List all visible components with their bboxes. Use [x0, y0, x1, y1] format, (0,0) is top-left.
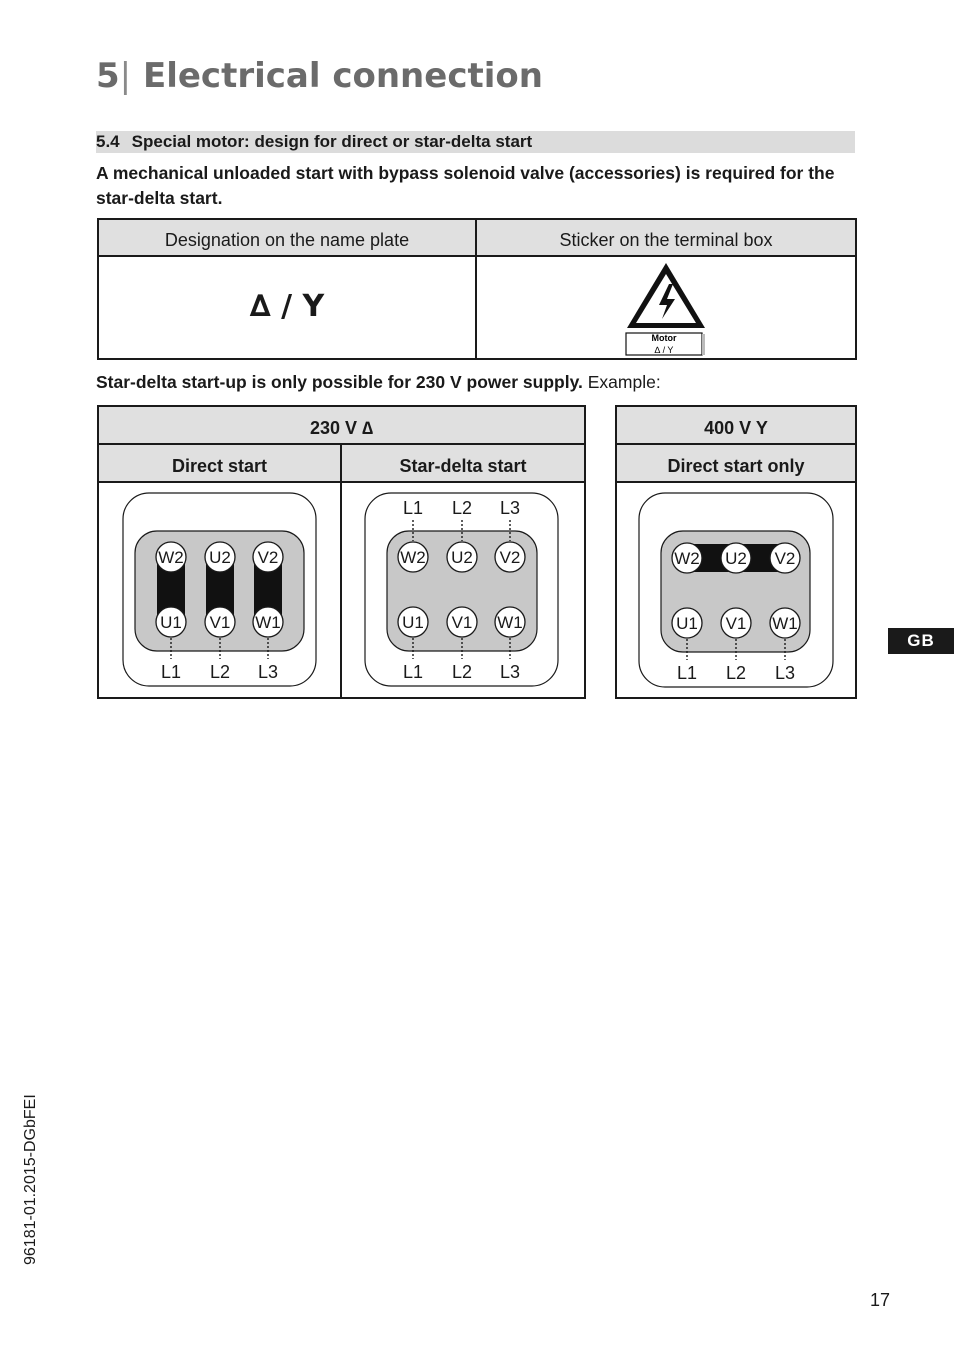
panel-400v — [615, 405, 857, 699]
terminal-v1: V1 — [725, 614, 747, 633]
line-l3: L3 — [774, 663, 796, 683]
line-l2: L2 — [725, 663, 747, 683]
section-number: 5.4 — [96, 132, 120, 151]
line-l1-top: L1 — [402, 498, 424, 518]
terminal-w2: W2 — [674, 549, 700, 568]
high-voltage-warning-icon — [627, 263, 705, 328]
page-number: 17 — [870, 1290, 891, 1310]
chapter-number: 5 — [96, 56, 120, 96]
direct-start-diagram — [99, 483, 340, 697]
line-l2-top: L2 — [451, 498, 473, 518]
terminal-w1: W1 — [772, 614, 798, 633]
line-l3-bottom: L3 — [499, 662, 521, 682]
designation-table — [97, 218, 857, 360]
note-normal: Example: — [582, 372, 661, 392]
language-tab: GB — [888, 628, 954, 654]
terminal-w1: W1 — [497, 613, 523, 632]
terminal-v1: V1 — [209, 613, 231, 632]
sticker-cell — [477, 257, 855, 358]
terminal-v2: V2 — [257, 548, 279, 567]
star-delta-header: Star-delta start — [342, 445, 584, 483]
terminal-v2: V2 — [774, 549, 796, 568]
designation-value: ∆ / Y — [249, 289, 325, 324]
panel-230v-header: 230 V ∆ — [99, 407, 584, 445]
power-supply-note — [96, 372, 661, 393]
terminal-v2: V2 — [499, 548, 521, 567]
intro-paragraph: A mechanical unloaded start with bypass solenoid valve (accessories) is required for the star-delta start. — [96, 163, 835, 208]
line-l1: L1 — [160, 662, 182, 682]
line-l1-bottom: L1 — [402, 662, 424, 682]
line-l2: L2 — [209, 662, 231, 682]
terminal-u1: U1 — [676, 614, 698, 633]
chapter-title — [96, 56, 543, 96]
designation-cell — [99, 257, 477, 358]
line-l3: L3 — [257, 662, 279, 682]
panel-400v-header: 400 V Y — [617, 407, 855, 445]
direct-start-only-header: Direct start only — [617, 445, 855, 483]
section-heading — [96, 131, 855, 153]
direct-start-header: Direct start — [99, 445, 342, 483]
sticker-line-2: ∆ / Y — [654, 345, 674, 355]
direct-start-only-diagram — [617, 483, 855, 697]
line-l2-bottom: L2 — [451, 662, 473, 682]
terminal-u2: U2 — [209, 548, 231, 567]
terminal-v1: V1 — [451, 613, 473, 632]
section-title: Special motor: design for direct or star-delta start — [131, 132, 533, 151]
line-l1: L1 — [676, 663, 698, 683]
panel-230v — [97, 405, 586, 699]
sticker-header: Sticker on the terminal box — [477, 220, 855, 257]
terminal-u1: U1 — [160, 613, 182, 632]
note-bold: Star-delta start-up is only possible for 230 V power supply. — [96, 372, 583, 392]
sticker-line-1: Motor — [651, 333, 677, 343]
chapter-separator: | — [119, 56, 132, 96]
terminal-w1: W1 — [255, 613, 281, 632]
line-l3-top: L3 — [499, 498, 521, 518]
terminal-u1: U1 — [402, 613, 424, 632]
document-number: 96181-01.2015-DGbFEI — [22, 1094, 39, 1265]
designation-header: Designation on the name plate — [99, 220, 477, 257]
star-delta-diagram — [342, 483, 584, 697]
chapter-title-text: Electrical connection — [142, 56, 543, 96]
terminal-w2: W2 — [400, 548, 426, 567]
terminal-u2: U2 — [451, 548, 473, 567]
terminal-w2: W2 — [158, 548, 184, 567]
terminal-box-sticker — [477, 257, 855, 358]
terminal-u2: U2 — [725, 549, 747, 568]
